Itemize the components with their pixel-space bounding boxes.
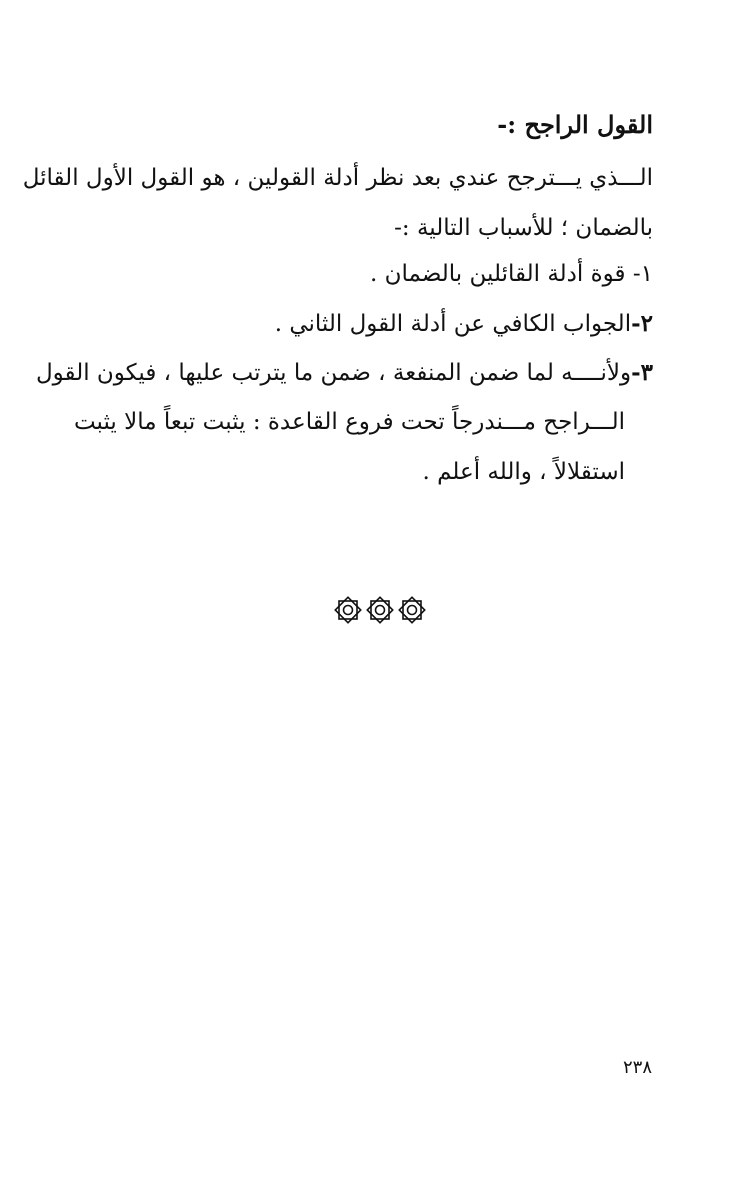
star-ornament-icon xyxy=(332,594,428,626)
intro-line-2: بالضمان ؛ للأسباب التالية :- xyxy=(394,215,653,241)
reason-3-continuation-line-1: الـــراجح مـــندرجاً تحت فروع القاعدة : يثبت تبعاً مالا يثبت xyxy=(73,409,625,435)
reason-3-continuation-line-2: استقلالاً ، والله أعلم . xyxy=(422,459,625,485)
reason-number-2: ٢- xyxy=(631,310,653,337)
reason-text-1: قوة أدلة القائلين بالضمان . xyxy=(370,261,633,287)
reason-number-1: ١- xyxy=(632,261,653,287)
reason-item-1 xyxy=(370,257,653,291)
reason-item-2 xyxy=(275,307,653,341)
reason-number-3: ٣- xyxy=(631,359,653,386)
reason-text-2: الجواب الكافي عن أدلة القول الثاني . xyxy=(274,311,632,337)
section-heading: القول الراجح :- xyxy=(497,110,653,139)
page-number: ٢٣٨ xyxy=(623,1057,653,1078)
reason-item-3 xyxy=(35,356,653,390)
reason-text-3: ولأنــــه لما ضمن المنفعة ، ضمن ما يترتب عليها ، فيكون القول xyxy=(35,360,632,386)
intro-line-1: الـــذي يـــترجح عندي بعد نظر أدلة القولين ، هو القول الأول القائل xyxy=(22,165,653,191)
